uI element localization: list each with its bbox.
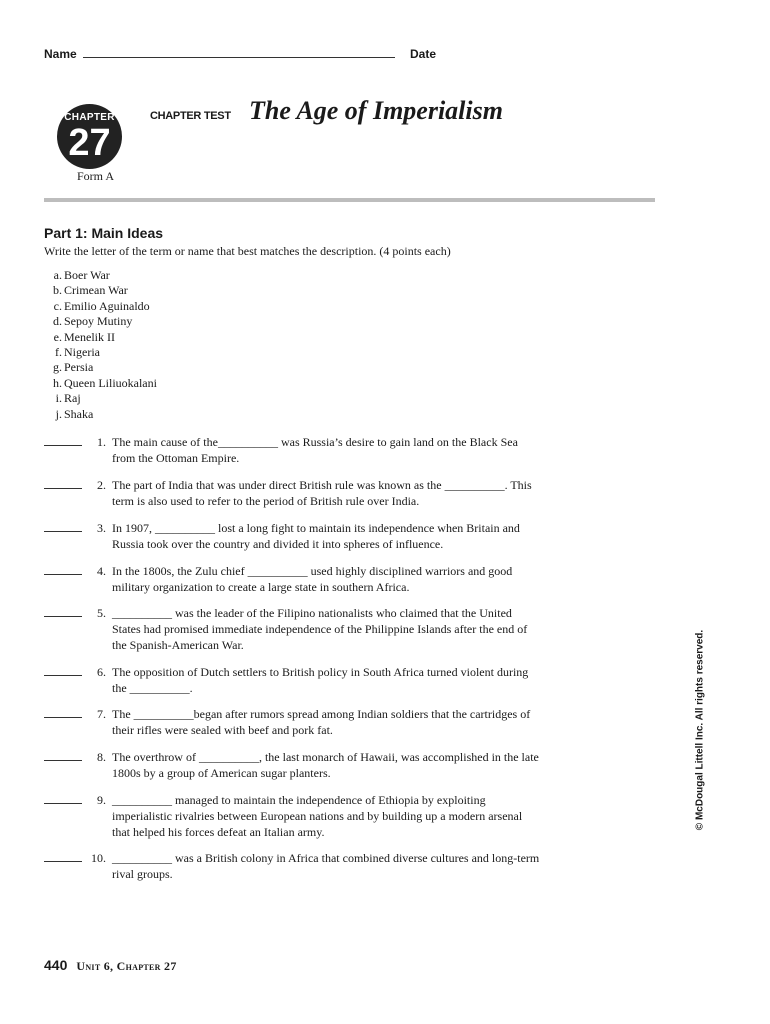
question-number: 6.: [97, 665, 106, 679]
term-letter: c.: [53, 298, 62, 313]
question-6: [44, 664, 542, 696]
term-letter: f.: [55, 345, 62, 360]
term-item: [44, 330, 157, 345]
term-text: Crimean War: [64, 283, 128, 298]
term-text: Emilio Aguinaldo: [64, 298, 150, 313]
term-item: [44, 376, 157, 391]
page-number: 440: [44, 957, 68, 973]
term-text: Persia: [64, 360, 94, 375]
name-label: Name: [44, 47, 77, 61]
copyright-notice: © McDougal Littell Inc. All rights reserved.: [694, 629, 706, 831]
question-10: [44, 850, 542, 882]
question-4: [44, 563, 542, 595]
answer-blank[interactable]: [44, 706, 82, 718]
term-item: [44, 407, 157, 422]
answer-blank[interactable]: [44, 605, 82, 617]
term-text: Sepoy Mutiny: [64, 314, 133, 329]
term-letter: j.: [55, 406, 62, 421]
answer-blank[interactable]: [44, 477, 82, 489]
page-footer: [44, 957, 177, 974]
question-number: 9.: [97, 793, 106, 807]
question-text: The __________began after rumors spread among Indian soldiers that the cartridges of their rifles were sealed with beef and pork fat.: [112, 707, 531, 737]
term-text: Queen Liliuokalani: [64, 375, 157, 390]
name-field[interactable]: [44, 47, 395, 61]
form-label: Form A: [77, 169, 115, 183]
term-letter: b.: [53, 283, 62, 298]
question-number: 7.: [97, 707, 106, 721]
question-9: [44, 792, 542, 840]
instructions: Write the letter of the term or name that best matches the description. (4 points each): [44, 244, 451, 258]
answer-blank[interactable]: [44, 434, 82, 446]
question-text: The part of India that was under direct British rule was known as the __________. This term is also used to refer to the period of British rule over India.: [112, 478, 532, 508]
answer-blank[interactable]: [44, 664, 82, 676]
question-number: 1.: [97, 435, 106, 449]
date-field[interactable]: [410, 47, 442, 61]
question-2: [44, 477, 542, 509]
term-letter: a.: [53, 268, 62, 282]
question-text: In 1907, __________ lost a long fight to maintain its independence when Britain and Russia took over the country and divided it into spheres of influence.: [112, 521, 520, 551]
question-7: [44, 706, 542, 738]
question-number: 2.: [97, 478, 106, 492]
part-title: Part 1: Main Ideas: [44, 225, 164, 241]
question-number: 8.: [97, 750, 106, 764]
term-item: [44, 283, 157, 298]
term-item: [44, 391, 157, 406]
term-letter: e.: [53, 329, 62, 344]
answer-blank[interactable]: [44, 850, 82, 862]
answer-blank[interactable]: [44, 520, 82, 532]
question-number: 4.: [97, 564, 106, 578]
chapter-badge: [57, 104, 122, 169]
term-letter: d.: [53, 314, 62, 329]
question-5: [44, 605, 542, 653]
question-text: The main cause of the__________ was Russia’s desire to gain land on the Black Sea from the Ottoman Empire.: [112, 435, 518, 465]
question-text: __________ was a British colony in Africa that combined diverse cultures and long-term rival groups.: [112, 851, 540, 881]
question-text: In the 1800s, the Zulu chief __________ used highly disciplined warriors and good military organization to create a large state in southern Africa.: [112, 564, 513, 594]
question-text: The opposition of Dutch settlers to British policy in South Africa turned violent during the __________.: [112, 665, 529, 695]
question-number: 5.: [97, 606, 106, 620]
term-item: [44, 314, 157, 329]
term-item: [44, 360, 157, 375]
term-text: Menelik II: [64, 329, 115, 344]
page-title: The Age of Imperialism: [249, 96, 503, 125]
chapter-badge-label: CHAPTER: [64, 112, 115, 123]
chapter-test-label: CHAPTER TEST: [150, 110, 231, 122]
question-number: 3.: [97, 521, 106, 535]
question-8: [44, 749, 542, 781]
term-letter: i.: [55, 391, 62, 406]
term-item: [44, 268, 157, 283]
question-text: __________ managed to maintain the independence of Ethiopia by exploiting imperialistic rivalries between European nations and by building up a modern arsenal that helped his forces defeat an Italian army.: [112, 793, 523, 839]
term-text: Boer War: [64, 268, 110, 282]
chapter-badge-number: 27: [68, 122, 111, 164]
question-text: The overthrow of __________, the last monarch of Hawaii, was accomplished in the late 1800s by a group of American sugar planters.: [112, 750, 539, 780]
term-text: Raj: [64, 391, 81, 406]
date-label: Date: [410, 47, 437, 61]
answer-blank[interactable]: [44, 792, 82, 804]
question-number: 10.: [91, 851, 106, 865]
term-text: Shaka: [64, 406, 94, 421]
term-text: Nigeria: [64, 345, 100, 360]
term-letter: h.: [53, 375, 62, 390]
answer-blank[interactable]: [44, 563, 82, 575]
term-item: [44, 299, 157, 314]
term-item: [44, 345, 157, 360]
term-list: [44, 268, 157, 422]
answer-blank[interactable]: [44, 749, 82, 761]
unit-chapter: Unit 6, Chapter 27: [76, 959, 177, 973]
question-text: __________ was the leader of the Filipino nationalists who claimed that the United States had promised immediate independence of the Philippine Islands after the end of the Spanish-American War.: [112, 606, 528, 652]
name-line[interactable]: [83, 47, 395, 58]
question-3: [44, 520, 542, 552]
question-1: [44, 434, 542, 466]
term-letter: g.: [53, 360, 62, 375]
section-divider: [44, 198, 655, 202]
